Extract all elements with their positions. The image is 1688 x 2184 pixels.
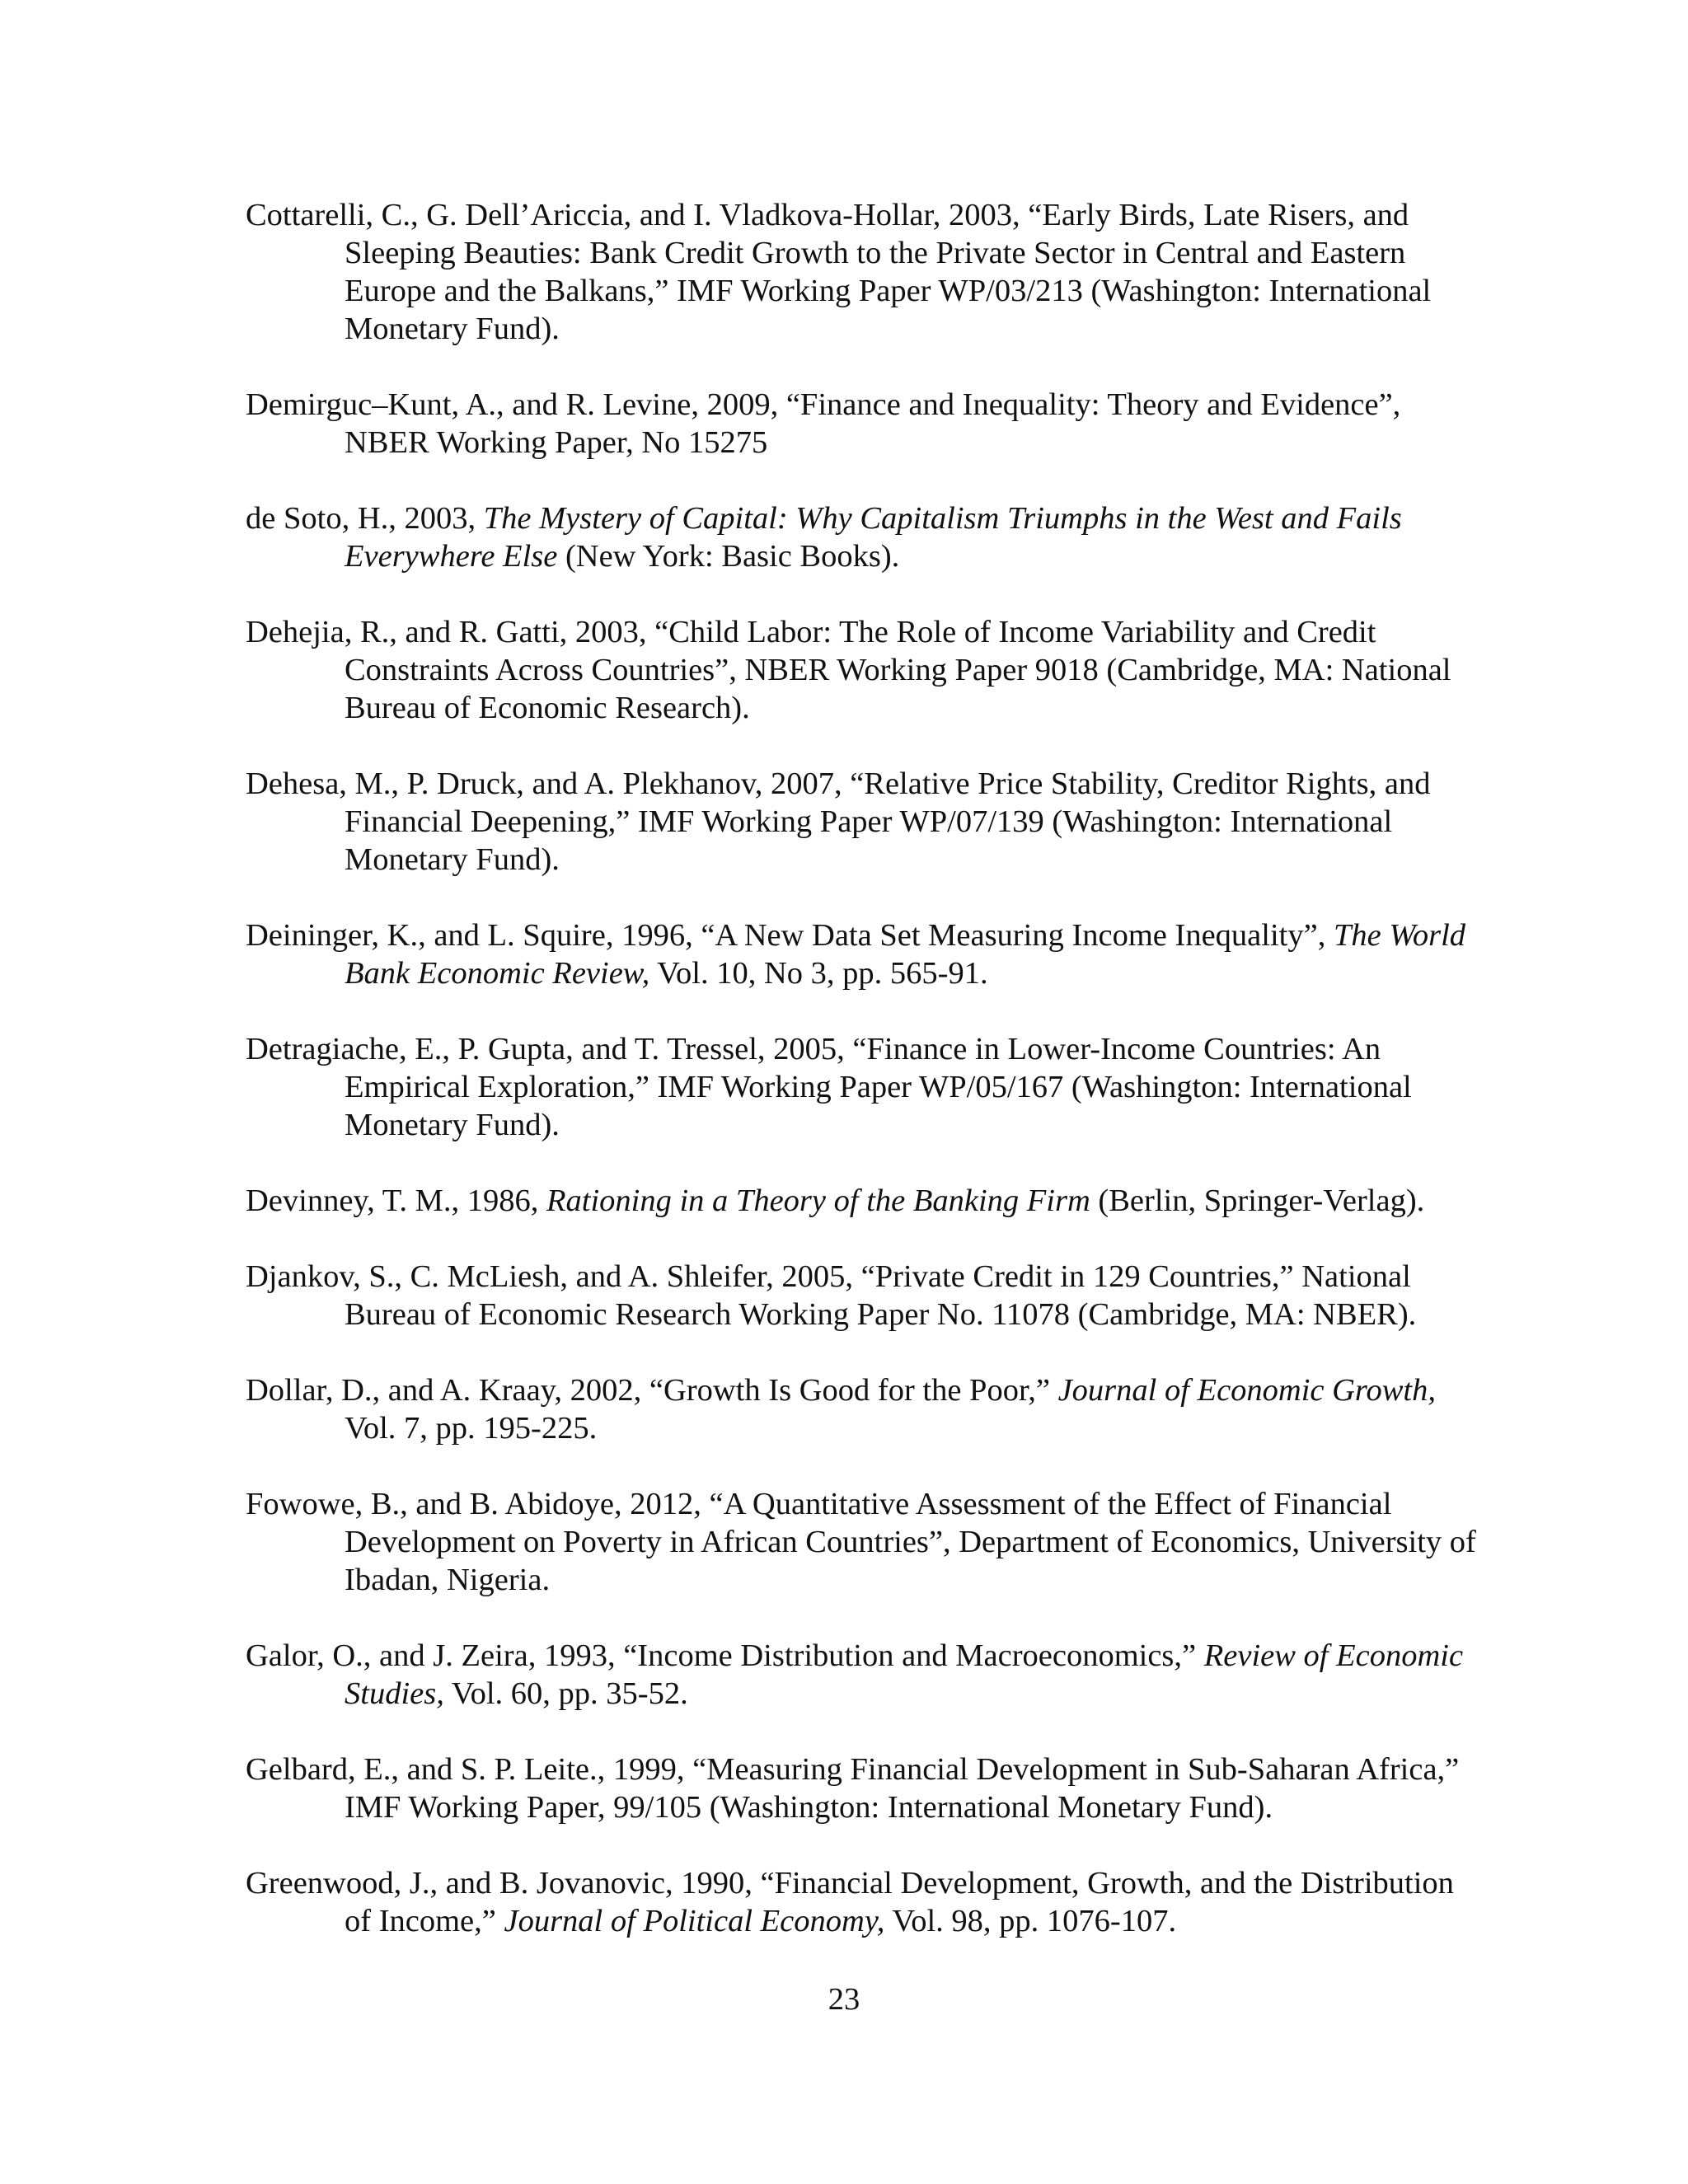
page-number: 23 — [828, 1982, 860, 2017]
reference-text: Greenwood, J., and B. Jovanovic, 1990, “Financial Development, Growth, and the Distribution of Income,” — [246, 1866, 1454, 1938]
reference-text: Deininger, K., and L. Squire, 1996, “A New Data Set Measuring Income Inequality”, — [246, 918, 1334, 953]
reference-entry — [246, 613, 1482, 727]
reference-entry — [246, 1485, 1482, 1599]
reference-title-italic: Review of Economic Studies, — [345, 1638, 1464, 1711]
reference-text: Djankov, S., C. McLiesh, and A. Shleifer, 2005, “Private Credit in 129 Countries,” National Bureau of Economic Research Working Paper No. 11078 (Cambridge, MA: NBER). — [246, 1259, 1417, 1332]
reference-entry — [246, 1030, 1482, 1144]
reference-text: Galor, O., and J. Zeira, 1993, “Income Distribution and Macroeconomics,” — [246, 1638, 1204, 1673]
reference-text: Cottarelli, C., G. Dell’Ariccia, and I. Vladkova-Hollar, 2003, “Early Birds, Late Risers, and Sleeping Beauties: Bank Credit Growth to the Private Sector in Central and Eastern Europe and the Balkans,” IMF Working Paper WP/03/213 (Washington: International Monetary Fund). — [246, 198, 1432, 346]
reference-text: Dehejia, R., and R. Gatti, 2003, “Child Labor: The Role of Income Variability and Credit Constraints Across Countries”, NBER Working Paper 9018 (Cambridge, MA: National Bureau of Economic Research). — [246, 615, 1451, 725]
reference-title-italic: Rationing in a Theory of the Banking Firm — [546, 1183, 1090, 1218]
reference-title-italic: The World Bank Economic Review, — [345, 918, 1466, 991]
reference-text: (Berlin, Springer-Verlag). — [1090, 1183, 1425, 1218]
reference-text: Detragiache, E., P. Gupta, and T. Tressel, 2005, “Finance in Lower-Income Countries: An Empirical Exploration,” IMF Working Paper WP/05/167 (Washington: International Monetary Fund). — [246, 1032, 1412, 1142]
reference-entry — [246, 499, 1482, 575]
reference-text: (New York: Basic Books). — [557, 539, 900, 574]
reference-title-italic: Journal of Economic Growth, — [1057, 1373, 1436, 1408]
reference-entry — [246, 196, 1482, 348]
reference-text: Fowowe, B., and B. Abidoye, 2012, “A Quantitative Assessment of the Effect of Financial Development on Poverty in African Countries”, Department of Economics, University of Ibadan, Nigeria. — [246, 1487, 1476, 1597]
reference-text: Vol. 10, No 3, pp. 565-91. — [649, 956, 988, 991]
reference-text: Dollar, D., and A. Kraay, 2002, “Growth Is Good for the Poor,” — [246, 1373, 1058, 1408]
reference-title-italic: The Mystery of Capital: Why Capitalism Triumphs in the West and Fails Everywhere Else — [345, 501, 1402, 574]
reference-entry — [246, 1637, 1482, 1713]
reference-entry — [246, 1371, 1482, 1447]
reference-entry — [246, 765, 1482, 879]
reference-text: de Soto, H., 2003, — [246, 501, 484, 536]
reference-entry — [246, 1864, 1482, 1940]
reference-entry — [246, 386, 1482, 462]
reference-text: Demirguc–Kunt, A., and R. Levine, 2009, “Finance and Inequality: Theory and Evidence”, NBER Working Paper, No 15275 — [246, 387, 1401, 460]
reference-text: Vol. 98, pp. 1076-107. — [884, 1904, 1177, 1938]
reference-text: Gelbard, E., and S. P. Leite., 1999, “Measuring Financial Development in Sub-Saharan Africa,” IMF Working Paper, 99/105 (Washington: International Monetary Fund). — [246, 1752, 1460, 1825]
reference-entry — [246, 1182, 1482, 1220]
reference-text: Devinney, T. M., 1986, — [246, 1183, 546, 1218]
reference-title-italic: Journal of Political Economy, — [504, 1904, 885, 1938]
reference-text: Vol. 7, pp. 195-225. — [345, 1411, 598, 1446]
reference-entry — [246, 1750, 1482, 1826]
reference-entry — [246, 916, 1482, 992]
reference-entry — [246, 1258, 1482, 1333]
reference-list — [246, 196, 1482, 1978]
reference-text: Dehesa, M., P. Druck, and A. Plekhanov, 2007, “Relative Price Stability, Creditor Rights, and Financial Deepening,” IMF Working Paper WP/07/139 (Washington: International Monetary Fund). — [246, 766, 1431, 877]
reference-text: Vol. 60, pp. 35-52. — [443, 1676, 688, 1711]
